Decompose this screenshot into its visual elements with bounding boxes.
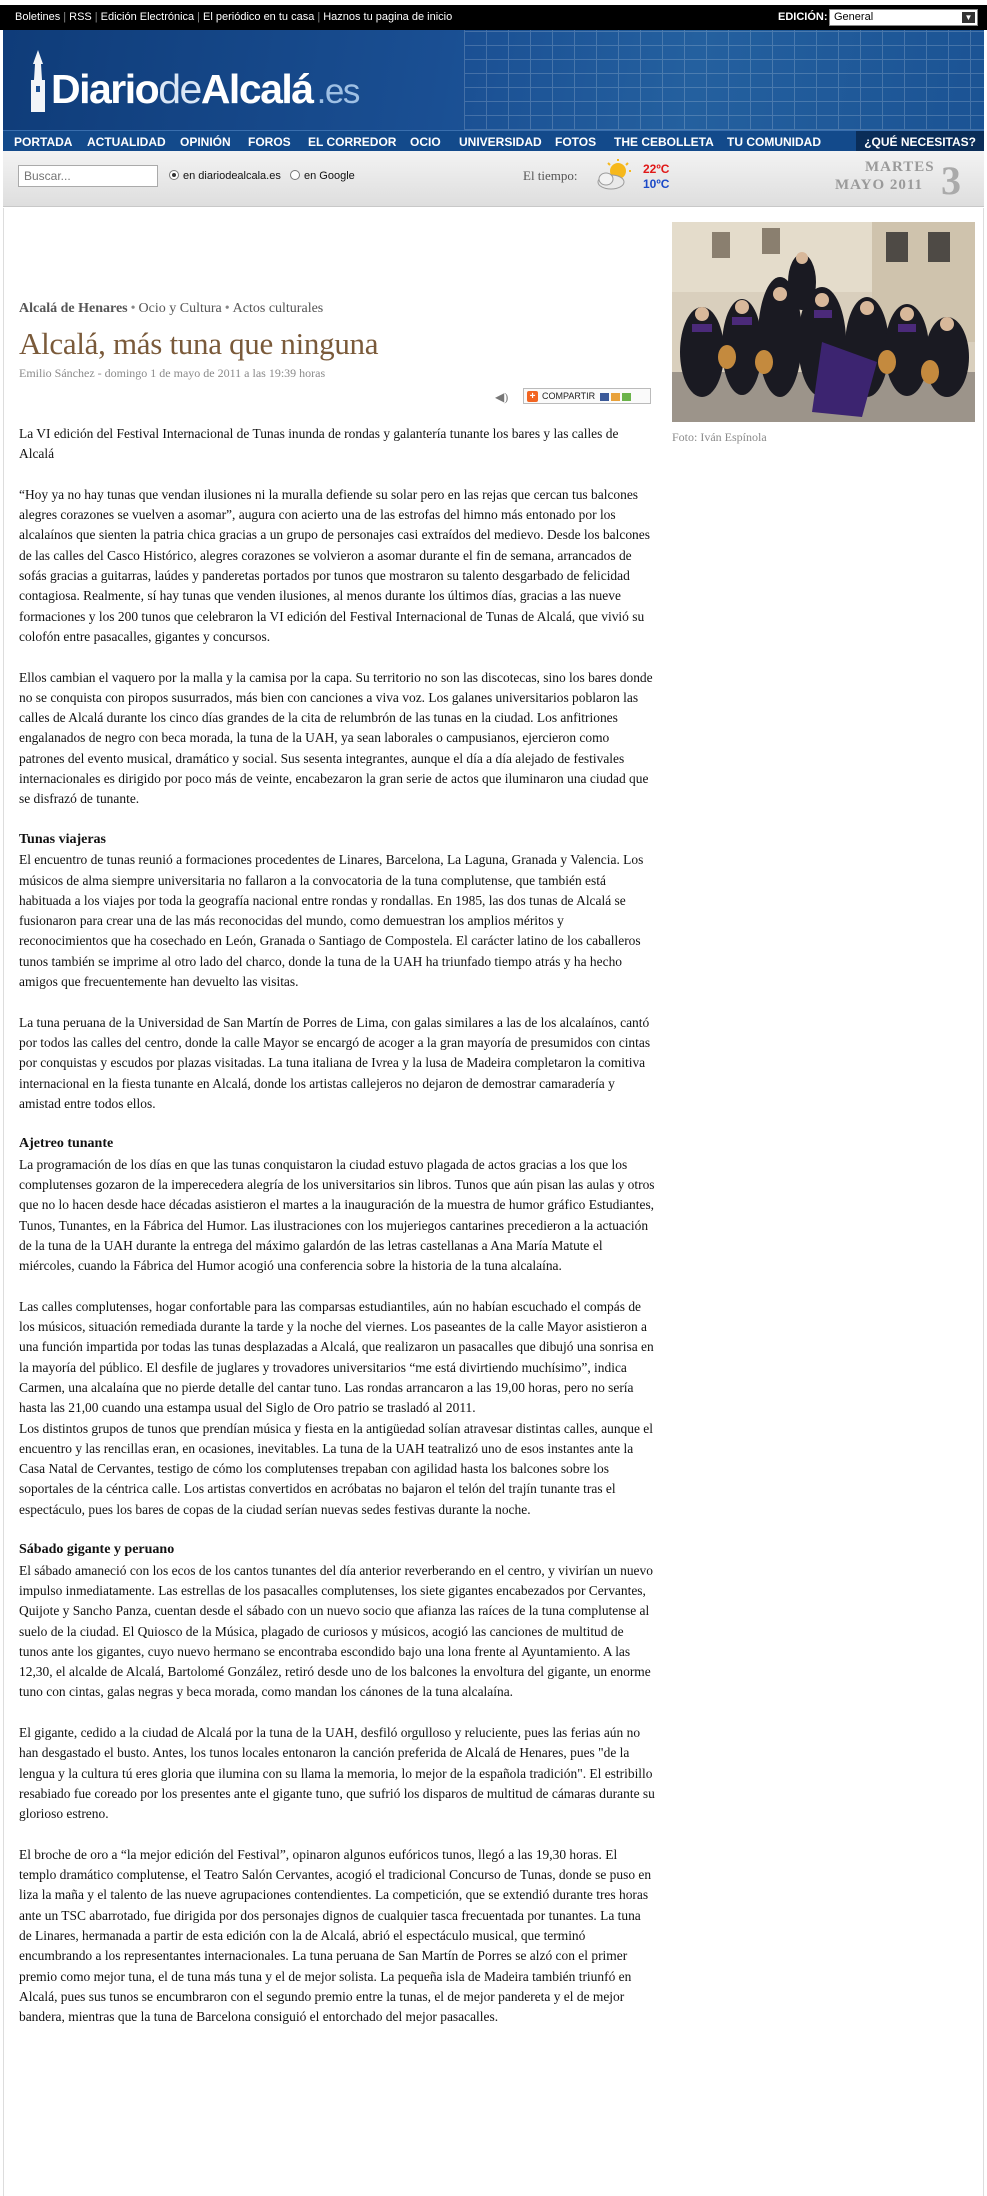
paragraph: El gigante, cedido a la ciudad de Alcalá por la tuna de la UAH, desfiló orgulloso y reluciente, pues las ferias aún no han desgastado el busto. Antes, los tunos locales entonaron la canción preferida de Alcalá de Henares, pues "de la lengua y la cultura tú eres gloria que ilumina con su llama la memoria, lo mejor de la española tradición". El estribillo resabiado fue coreado por los presentes ante el gigante tuno, que sufrió los disparos de multitud de cámaras durante su glorioso estreno.	[19, 1725, 655, 1822]
nav-fotos[interactable]: FOTOS	[555, 135, 597, 149]
article-body	[19, 424, 655, 2048]
photo-tuna-group	[672, 222, 975, 422]
breadcrumb: Alcalá de Henares • Ocio y Cultura • Actos culturales	[19, 301, 324, 316]
banner-pattern	[464, 30, 984, 130]
breadcrumb-section[interactable]: Alcalá de Henares	[19, 301, 128, 316]
paragraph: Los distintos grupos de tunos que prendían música y fiesta en la antigüedad solían atravesar distintas calles, aunque el encuentro y las rencillas eran, en ocasiones, inevitables. La tuna de la UAH teatralizó uno de esos instantes ante la Casa Natal de Cervantes, testigo de cómo los complutenses trepaban con agilidad hasta los balcones sobre los soportales de la céntrica calle. Los artistas convertidos en acróbatas no bajaron el telón del trajín tunante tras el espectáculo, pues los bares de copas de la ciudad serían nuevas sedes festivas durante la noche.	[19, 1420, 654, 1517]
date-weekday: MARTES	[865, 159, 935, 175]
radio-google-label: en Google	[304, 170, 355, 182]
link-periodico-en-casa[interactable]: El periódico en tu casa	[203, 11, 315, 23]
paragraph: El encuentro de tunas reunió a formaciones procedentes de Linares, Barcelona, La Laguna, Granada y Valencia. Los músicos de alma siempre universitaria no fallaron a la convocatoria de la tuna complutense, que también está habituada a los viajes por toda la geografía nacional entre rondas y rondallas. En 1985, las dos tunas de Alcalá se fusionaron para crear una de las más reconocidas del mundo, como demuestran los amplios méritos y reconocimientos que ha cosechado en León, Granada o Santiago de Compostela. El carácter latino de los caballeros tunos también se imprime al otro lado del charco, donde la tuna de la UAH ha triunfado tiempo atrás y ha hecho amigos que frecuentemente han devuelto las visitas.	[19, 852, 644, 990]
nav-que-necesitas[interactable]: ¿QUÉ NECESITAS?	[856, 131, 984, 152]
article-byline: Emilio Sánchez - domingo 1 de mayo de 2011 a las 19:39 horas	[19, 366, 326, 380]
subheading: Ajetreo tunante	[19, 1136, 114, 1152]
main-nav	[3, 130, 984, 151]
subheading: Sábado gigante y peruano	[19, 1542, 175, 1558]
radio-site[interactable]	[169, 170, 179, 180]
search-input[interactable]	[18, 165, 158, 187]
edicion-value: General	[834, 11, 874, 23]
radio-google[interactable]	[290, 170, 300, 180]
edicion-label: EDICIÓN:	[778, 11, 828, 23]
content-area	[3, 208, 984, 2196]
radio-site-label: en diariodealcala.es	[183, 170, 281, 182]
paragraph: La programación de los días en que las tunas conquistaron la ciudad estuvo plagada de actos gracias a los que los complutenses gozaron de la imperecedera alegría de los universitarios sin libros. Tunos que aún pisan las aulas y otros que no lo hacen desde hace décadas asistieron el martes a la inauguración de la muestra de humor gráfico Estudiantes, Tunos, Tunantes, en la Fábrica del Humor. Las ilustraciones con los mujeriegos cantarines precedieron a la actuación de la tuna de la UAH durante la entrega del máximo galardón de las letras castellanas a Ana María Matute el miércoles, cuando la Fábrica del Humor acogió una conferencia sobre la historia de la tuna alcalaína.	[19, 1156, 655, 1274]
share-label: COMPARTIR	[542, 391, 596, 401]
date-month-year: MAYO 2011	[835, 177, 924, 193]
nav-opinion[interactable]: OPINIÓN	[180, 135, 231, 149]
nav-foros[interactable]: FOROS	[248, 135, 291, 149]
partly-cloudy-icon	[595, 158, 633, 192]
article-lead: La VI edición del Festival Internacional de Tunas inunda de rondas y galantería tunante los bares y las calles de Alcalá	[19, 426, 619, 462]
edicion-select[interactable]	[829, 9, 978, 26]
paragraph: El sábado amaneció con los ecos de los cantos tunantes del día anterior reverberando en el centro, y vivirían un nuevo impulso inmediatamente. Las estrellas de los pasacalles complutenses, los siete gigantes encabezados por Cervantes, Quijote y Sancho Panza, cuentan desde el sábado con un nuevo socio que afianza las raíces de la tuna complutense al suelo de la ciudad. El Quiosco de la Música, plagado de curiosos y músicos, acogió las canciones de multitud de tunos ante los gigantes, cuyo nuevo hermano se encontraba escondido bajo una lona frente al Ayuntamiento. A las 12,30, el alcalde de Alcalá, Bartolomé González, retiró desde uno de los balcones la envoltura del gigante, un enorme tuno con cintas, galas negras y beca morada, como mandan los cánones de la tuna alcalaína.	[19, 1562, 653, 1700]
nav-portada[interactable]: PORTADA	[14, 135, 73, 149]
share-button[interactable]	[523, 388, 651, 404]
paragraph: Las calles complutenses, hogar confortable para las comparsas estudiantiles, aún no habían escuchado el compás de los músicos, situación remediada durante la tarde y la noche del viernes. Los paseantes de la calle Mayor asistieron a una función impartida por todas las tunas desplazadas a Alcalá, que realizaron un pasacalles que dibujó una sonrisa en la mayoría del público. El desfile de juglares y trovadores universitarios “me está divirtiendo muchísimo”, indica Carmen, una alcalaína que no pierde detalle del cantar tuno. Las rondas arrancaron a las 19,00 horas, pero no sería hasta las 21,00 cuando una estampa usual del Siglo de Oro patrio se trasladó al 2011.	[19, 1298, 654, 1416]
plus-icon: +	[527, 391, 538, 402]
logo-text: DiariodeAlcalá .es	[51, 66, 359, 112]
nav-universidad[interactable]: UNIVERSIDAD	[459, 135, 542, 149]
paragraph: Ellos cambian el vaquero por la malla y la camisa por la capa. Su territorio no son las discotecas, sino los bares donde no se conquista con piropos susurrados, más bien con canciones a viva voz. Los galanes universitarios poblaron las calles de Alcalá durante los cinco días grandes de la cita de relumbrón de las tunas en la ciudad. Los anfitriones engalanados de negro con beca morada, la tuna de la UAH, ya sean laborales o campusianos, ejercieron como patrones del evento musical, dramático y social. Sus sesenta integrantes, aunque el día a día alejado de festivales internacionales es dirigido por poco más de veinte, encabezaron la gran serie de actos que iluminaron una ciudad que se disfrazó de tunante.	[19, 669, 653, 807]
weather-label: El tiempo:	[523, 168, 578, 183]
search-bar	[3, 151, 984, 207]
paragraph: La tuna peruana de la Universidad de San Martín de Porres de Lima, con galas similares a las de los alcalaínos, cantó por todos las calles del centro, donde la calle Mayor se encargó de acoger a la gran mayoría de presumidos con cintas por conquistas y escudos por plazas visitadas. La tuna italiana de Ivrea y la lusa de Madeira completaron la comitiva internacional en la fiesta tunante en Alcalá, donde los artistas callejeros no dejaron de demostrar camaradería y amistad entre todos ellos.	[19, 1014, 651, 1111]
subheading: Tunas viajeras	[19, 831, 107, 847]
temp-max: 22ºC	[643, 162, 670, 176]
nav-el-corredor[interactable]: EL CORREDOR	[308, 135, 397, 149]
link-edicion-electronica[interactable]: Edición Electrónica	[100, 11, 195, 23]
top-bar	[0, 5, 987, 30]
header-banner	[3, 30, 984, 130]
logo-tower-icon	[21, 50, 55, 112]
nav-actualidad[interactable]: ACTUALIDAD	[87, 135, 166, 149]
nav-the-cebolleta[interactable]: THE CEBOLLETA	[614, 135, 714, 149]
link-boletines[interactable]: Boletines	[15, 11, 61, 23]
photo-caption: Foto: Iván Espínola	[672, 430, 767, 444]
social-icon	[600, 393, 609, 401]
social-icon	[611, 393, 620, 401]
link-rss[interactable]: RSS	[69, 11, 92, 23]
temp-min: 10ºC	[643, 177, 670, 191]
article-photo[interactable]	[672, 222, 975, 422]
speaker-icon[interactable]: ◀)	[495, 390, 509, 404]
share-toolbar	[495, 388, 652, 404]
nav-ocio[interactable]: OCIO	[410, 135, 441, 149]
paragraph: “Hoy ya no hay tunas que vendan ilusiones ni la muralla defiende su solar pero en las rejas que cercan tus balcones alegres corazones se vuelven a asomar”, augura con acierto una de las estrofas del himno más entonado por los alcalaínos que sienten la patria chica gracias a un grupo de personajes casi extraídos del medievo. Desde los balcones de las calles del Casco Histórico, alegres corazones se volvieron a asomar durante el fin de semana, arrancados de sofás gracias a guitarras, laúdes y panderetas portados por tunos que mostraron su talento desgarbado de felicidad contagiosa. Realmente, sí hay tunas que venden ilusiones, al menos durante los últimos días, gracias a las nueve formaciones y los 200 tunos que celebraron la VI edición del Festival Internacional de Tunas de Alcalá, que vivió su colofón entre pasacalles, gigantes y concursos.	[19, 486, 650, 644]
social-icon	[622, 393, 631, 401]
top-links: Boletines | RSS | Edición Electrónica | El periódico en tu casa | Haznos tu pagina de inicio	[15, 11, 453, 23]
link-pagina-inicio[interactable]: Haznos tu pagina de inicio	[323, 11, 453, 23]
article-headline: Alcalá, más tuna que ninguna	[19, 326, 379, 361]
breadcrumb-sub2[interactable]: Actos culturales	[232, 301, 324, 316]
chevron-down-icon: ▼	[962, 12, 975, 23]
date-day: 3	[941, 158, 961, 203]
breadcrumb-sub1[interactable]: Ocio y Cultura	[138, 301, 222, 316]
nav-tu-comunidad[interactable]: TU COMUNIDAD	[727, 135, 821, 149]
paragraph: El broche de oro a “la mejor edición del Festival”, opinaron algunos eufóricos tunos, llegó a las 19,30 horas. El templo dramático complutense, el Teatro Salón Cervantes, acogió el tradicional Concurso de Tunas, donde se puso en liza la maña y el talento de las nueve agrupaciones contendientes. La competición, que se extendió durante tres horas ante un TSC abarrotado, fue dirigida por dos personajes dignos de cualquier tasca frecuentada por tunantes. La tuna de Linares, hermanada a partir de esta edición con la de Alcalá, abrió el espectáculo musical, que terminó encumbrando a los representantes internacionales. La tuna peruana de San Martín de Porres se alzó con el primer premio como mejor tuna, el de tuna más tuna y el de mejor solista. La pequeña isla de Madeira también triunfó en Alcalá, pues sus tunos se encumbraron con el segundo premio entre la tunas, el de mejor pandereta y el de mejor bandera, mientras que la tuna de Barcelona consiguió el entorchado del mejor pasacalles.	[19, 1846, 652, 2025]
